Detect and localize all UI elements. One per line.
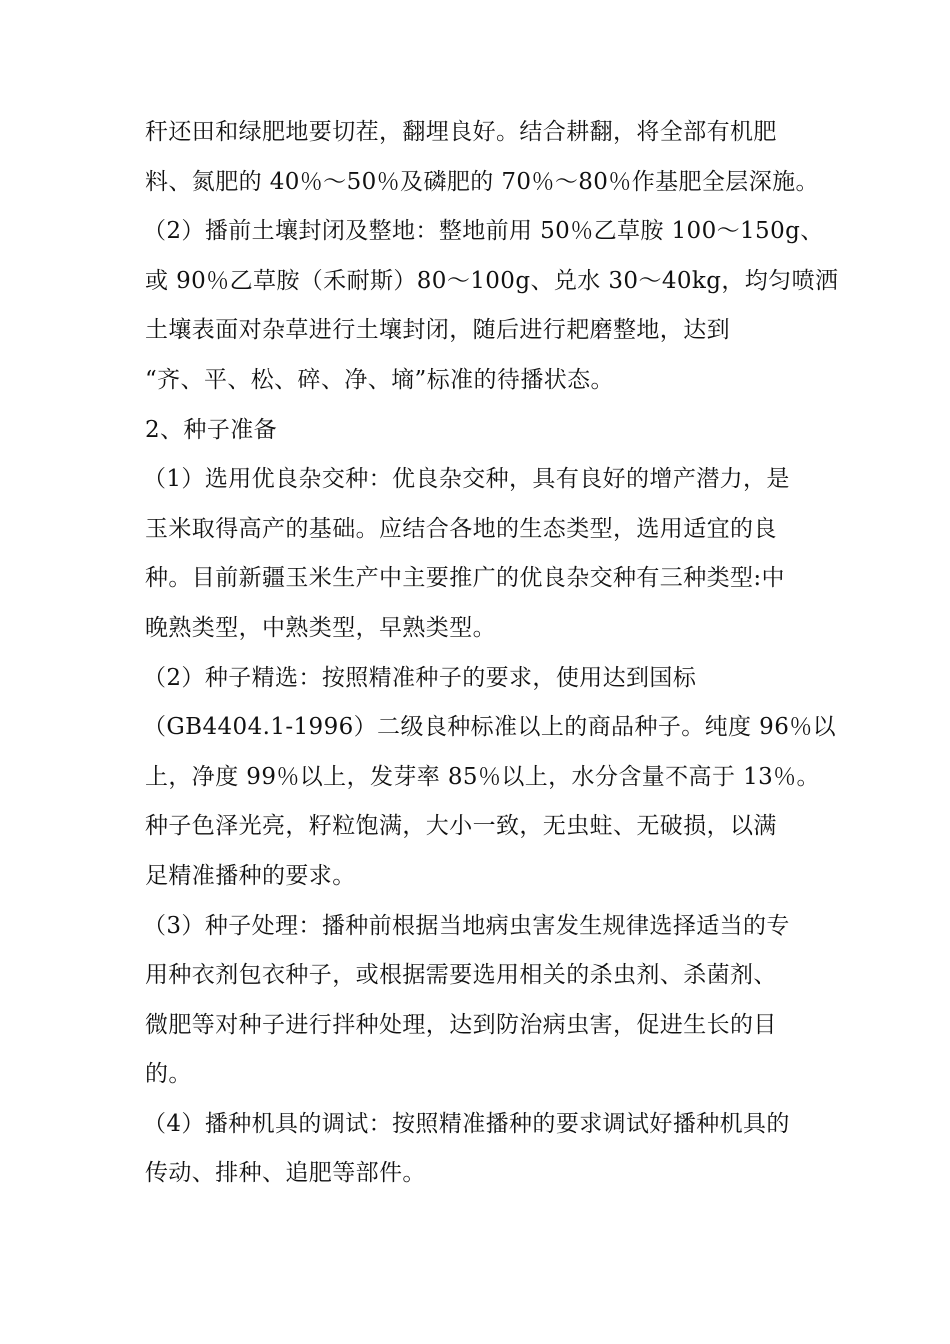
- text-line: 晚熟类型，中熟类型，早熟类型。: [145, 614, 496, 641]
- text-line: 种。目前新疆玉米生产中主要推广的优良杂交种有三种类型:中: [145, 565, 785, 592]
- text-line: 足精准播种的要求。: [145, 862, 356, 889]
- text-line: 种子色泽光亮，籽粒饱满，大小一致，无虫蛀、无破损，以满: [145, 813, 777, 840]
- text-line: 用种衣剂包衣种子，或根据需要选用相关的杀虫剂、杀菌剂、: [145, 962, 777, 989]
- text-line: （4）播种机具的调试：按照精准播种的要求调试好播种机具的: [143, 1110, 790, 1137]
- text-line: 料、氮肥的 40％～50％及磷肥的 70％～80％作基肥全层深施。: [145, 168, 819, 195]
- text-line: 土壤表面对杂草进行土壤封闭，随后进行耙磨整地，达到: [145, 317, 730, 344]
- document-body: [143, 108, 839, 1199]
- text-line: 或 90％乙草胺（禾耐斯）80～100g、兑水 30～40kg，均匀喷洒: [145, 267, 839, 294]
- text-line: 微肥等对种子进行拌种处理，达到防治病虫害，促进生长的目: [145, 1011, 777, 1038]
- text-line: “齐、平、松、碎、净、墒”标准的待播状态。: [145, 366, 614, 393]
- section-heading: 2、种子准备: [145, 416, 278, 443]
- text-line: （GB4404.1-1996）二级良种标准以上的商品种子。纯度 96％以: [143, 714, 837, 741]
- text-line: 上，净度 99％以上，发芽率 85％以上，水分含量不高于 13％。: [145, 763, 820, 790]
- text-line: （1）选用优良杂交种：优良杂交种，具有良好的增产潜力，是: [143, 466, 790, 493]
- text-line: （3）种子处理：播种前根据当地病虫害发生规律选择适当的专: [143, 912, 790, 939]
- text-line: 玉米取得高产的基础。应结合各地的生态类型，选用适宜的良: [145, 515, 777, 542]
- text-line: （2）种子精选：按照精准种子的要求，使用达到国标: [143, 664, 697, 691]
- text-line: 秆还田和绿肥地要切茬，翻埋良好。结合耕翻，将全部有机肥: [145, 119, 777, 145]
- text-line: （2）播前土壤封闭及整地：整地前用 50％乙草胺 100～150g、: [143, 218, 824, 245]
- text-line: 的。: [145, 1061, 192, 1088]
- text-line: 传动、排种、追肥等部件。: [145, 1160, 426, 1187]
